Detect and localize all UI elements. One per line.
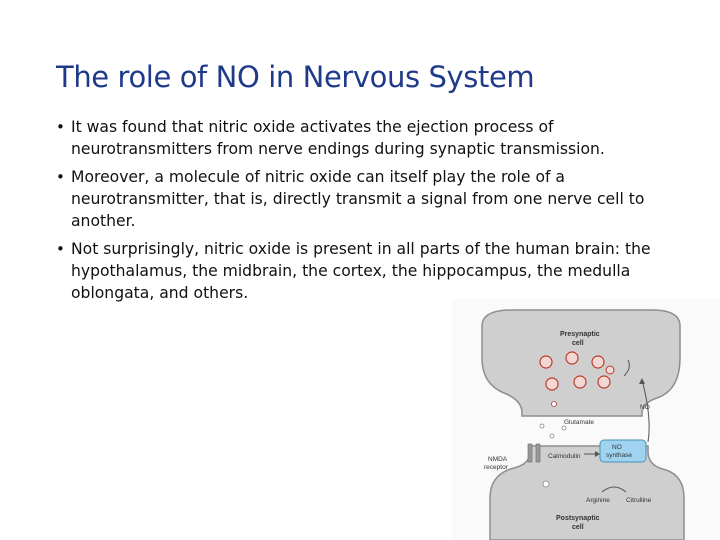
synthase-label: NO [612,444,622,451]
presynaptic-label: Presynaptic [560,331,600,338]
calmodulin-label: Calmodulin [548,453,581,460]
nmda-label: receptor [484,464,508,471]
bullet-dot-icon: • [56,168,65,186]
bullet-item [56,116,668,160]
postsynaptic-cell [490,446,684,540]
bullet-text: Moreover, a molecule of nitric oxide can itself play the role of a neurotransmitter, that is, directly transmit a signal from one nerve cell to another. [71,168,645,230]
bullet-text: Not surprisingly, nitric oxide is present in all parts of the human brain: the hypothalamus, the midbrain, the cortex, the hippocampus, the medulla oblongata, and others. [71,240,651,302]
postsynaptic-label: cell [572,524,584,531]
citrulline-label: Citrulline [626,497,652,504]
bullet-dot-icon: • [56,240,65,258]
bullet-dot-icon: • [56,118,65,136]
postsynaptic-label: Postsynaptic [556,515,600,522]
synthase-label: synthase [606,452,633,459]
presynaptic-terminal [482,310,680,416]
nmda-label: NMDA [488,456,508,463]
slide-title: The role of NO in Nervous System [56,60,535,94]
bullet-list [56,116,668,310]
bullet-text: It was found that nitric oxide activates the ejection process of neurotransmitters from nerve endings during synaptic transmission. [71,118,605,158]
glutamate-label: Glutamate [564,419,594,426]
bullet-item [56,238,668,304]
synapse-diagram [452,298,720,540]
presynaptic-label: cell [572,340,584,347]
no-label: NO [640,404,650,411]
synapse-diagram-svg [452,298,720,540]
arginine-label: Arginine [586,497,610,504]
bullet-item [56,166,668,232]
